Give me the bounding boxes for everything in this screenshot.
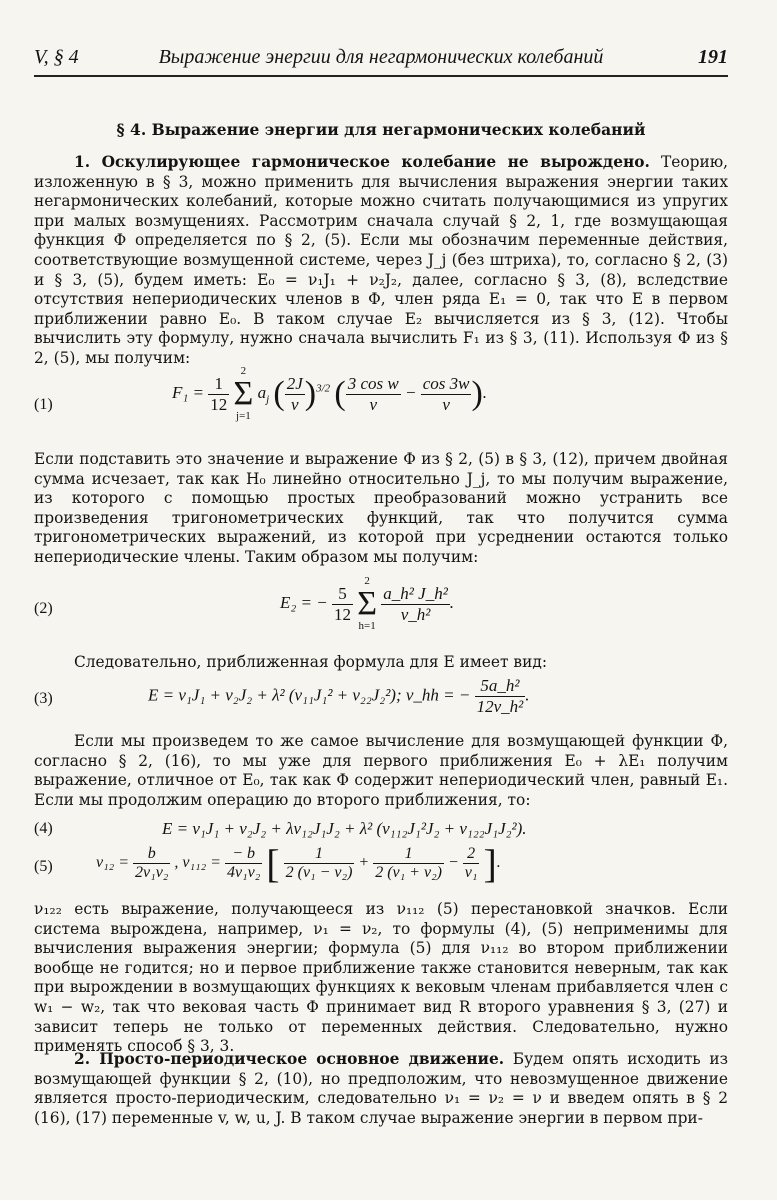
equation-2: E₂ = − $\frac{5}{12}$ 2 Σ h=1 $\frac{\text{a\_h² J\_h²}}{\text{ν\_h²}}$ . bbox=[280, 575, 455, 632]
eq2-sum: 2 Σ h=1 bbox=[357, 575, 378, 632]
equation-4: E = ν₁J₁ + ν₂J₂ + λν₁₂J₁J₂ + λ² (ν₁₁₂J₁²J₂ + ν₁₂₂J₁J₂²). bbox=[162, 819, 527, 838]
paragraph-6-text: Будем опять исходить из возмущающей функции § 2, (10), но предположим, что невозмущенное движение является просто-периодическим, следовательно ν₁ = ν₂ = ν и введем опять в § 2 (16), (17) переменные v, w, u, J. В таком случае выражение энергии в первом при- bbox=[34, 1050, 728, 1127]
paragraph-6-lead: 2. Просто-периодическое основное движение. bbox=[74, 1050, 505, 1068]
eq1-coef: $\frac{1}{12}$ bbox=[210, 373, 228, 414]
eq1-term2: $\frac{\cos 3w}{\nu}$ bbox=[422, 373, 470, 414]
page-number: 191 bbox=[698, 46, 728, 68]
paragraph-6 bbox=[34, 1050, 728, 1128]
eq1-exponent: 3/2 bbox=[316, 382, 331, 395]
eq2-number: (2) bbox=[34, 600, 53, 617]
paragraph-2: Если подставить это значение и выражение Φ из § 2, (5) в § 3, (12), причем двойная сумма исчезает, так как H₀ линейно относительно J_j, то мы получим выражение, из которого с помощью простых преобразований можно устранить все произведения тригонометрических функций, так что получится сумма тригонометрических выражений, из которой при усреднении остаются только непериодические члены. Таким образом мы получим: bbox=[34, 450, 728, 566]
eq1-a: a bbox=[257, 382, 267, 402]
eq5-lhs-a: ν₁₂ = bbox=[96, 854, 134, 872]
paragraph-1-text: Теорию, изложенную в § 3, можно применить для вычисления выражения энергии таких негармонических колебаний, которые можно считать получающимися из упругих при малых возмущениях. Рассмотрим сначала случай § 2, 1, где возмущающая функция Φ определяется по § 2, (5). Если мы обозначим переменные действия, соответствующие возмущенной системе, через J_j (без штриха), то, согласно § 2, (3) и § 3, (5), будем иметь: E₀ = ν₁J₁ + ν₂J₂, далее, согласно § 3, (8), вследствие отсутствия непериодических членов в Φ, член ряда E₁ = 0, так что E в первом приближении равно E₀. В таком случае E₂ вычисляется из § 3, (12). Чтобы вычислить эту формулу, нужно сначала вычислить F₁ из § 3, (11). Используя Φ из § 2, (5), мы получим: bbox=[34, 153, 728, 367]
eq1-term1: $\frac{\text{3 cos w}}{\nu}$ bbox=[347, 373, 399, 414]
section-title: § 4. Выражение энергии для негармонических колебаний bbox=[116, 120, 646, 139]
eq2-frac: $\frac{\text{a\_h² J\_h²}}{\text{ν\_h²}}$ bbox=[383, 583, 448, 624]
equation-5: ν₁₂ = $\frac{b}{\text{2ν₁ν₂}}$ , ν₁₁₂ = $\frac{- b}{\text{4ν₁ν₂}}$ [ $\frac{1}{\text{2 (ν₁ − ν₂)}}$ + $\frac{1}{\text{2 (ν₁ + ν₂)}}$ − $\frac{2}{\text{ν₁}}$ ]. bbox=[96, 841, 501, 886]
header-section: V, § 4 bbox=[34, 46, 79, 68]
equation-1: F₁ = $\frac{1}{12}$ 2 Σ j=1 $a_j$ ( $\frac{2J}{\nu}$ )$^{3/2}$ ( $\frac{\text{3 cos w}}{\nu}$ − $\frac{\cos 3w}{\nu}$ ). bbox=[172, 365, 488, 422]
eq5-frac-c2: $\frac{1}{\text{2 (ν₁ + ν₂)}}$ bbox=[375, 845, 442, 881]
eq5-frac-a: $\frac{b}{\text{2ν₁ν₂}}$ bbox=[135, 845, 169, 881]
eq5-lhs-b: , ν₁₁₂ = bbox=[174, 854, 225, 872]
eq5-frac-c3: $\frac{2}{\text{ν₁}}$ bbox=[464, 845, 478, 881]
eq1-lhs: F₁ = bbox=[172, 382, 209, 402]
paragraph-1 bbox=[34, 153, 728, 369]
paragraph-5: ν₁₂₂ есть выражение, получающееся из ν₁₁₂ (5) перестановкой значков. Если система вырождена, например, ν₁ = ν₂, то формулы (4), (5) неприменимы для вычисления выражения энергии; формула (5) для ν₁₁₂ во втором приближении вообще не годится; но и первое приближение также становится неверным, так как при вырождении в возмущающих функциях к вековым членам прибавляется член с w₁ − w₂, так что вековая часть Φ принимает вид R второго уравнения § 3, (27) и зависит теперь не только от переменных действия. Следовательно, нужно применять способ § 3, 3. bbox=[34, 900, 728, 1056]
equation-3: E = ν₁J₁ + ν₂J₂ + λ² (ν₁₁J₁² + ν₂₂J₂²); ν_hh = − $\frac{\text{5a\_h²}}{\text{12ν\_h²}}$ . bbox=[148, 676, 530, 716]
eq5-frac-b: $\frac{- b}{\text{4ν₁ν₂}}$ bbox=[226, 845, 261, 881]
eq1-sum: 2 Σ j=1 bbox=[233, 365, 254, 422]
eq3-main: E = ν₁J₁ + ν₂J₂ + λ² (ν₁₁J₁² + ν₂₂J₂²); ν_hh = − bbox=[148, 685, 475, 705]
paragraph-1-lead: 1. Оскулирующее гармоническое колебание не вырождено. bbox=[74, 153, 650, 171]
eq2-lhs: E₂ = − bbox=[280, 592, 332, 612]
eq4-number: (4) bbox=[34, 820, 53, 837]
paragraph-3: Следовательно, приближенная формула для E имеет вид: bbox=[74, 653, 548, 671]
eq2-coef: $\frac{5}{12}$ bbox=[334, 583, 351, 624]
eq1-number: (1) bbox=[34, 396, 53, 413]
eq1-inner: $\frac{2J}{\nu}$ bbox=[286, 373, 303, 414]
eq3-frac: $\frac{\text{5a\_h²}}{\text{12ν\_h²}}$ bbox=[476, 676, 524, 716]
running-header bbox=[34, 43, 728, 77]
eq3-number: (3) bbox=[34, 690, 53, 707]
paragraph-4: Если мы произведем то же самое вычисление для возмущающей функции Φ, согласно § 2, (16), то мы уже для первого приближения E₀ + λE₁ получим выражение, отличное от E₀, так как Φ содержит непериодический член, равный E₁. Если мы продолжим операцию до второго приближения, то: bbox=[34, 732, 728, 809]
eq5-number: (5) bbox=[34, 858, 53, 875]
eq5-frac-c1: $\frac{1}{\text{2 (ν₁ − ν₂)}}$ bbox=[285, 845, 353, 881]
header-title: Выражение энергии для негармонических колебаний bbox=[158, 46, 604, 68]
